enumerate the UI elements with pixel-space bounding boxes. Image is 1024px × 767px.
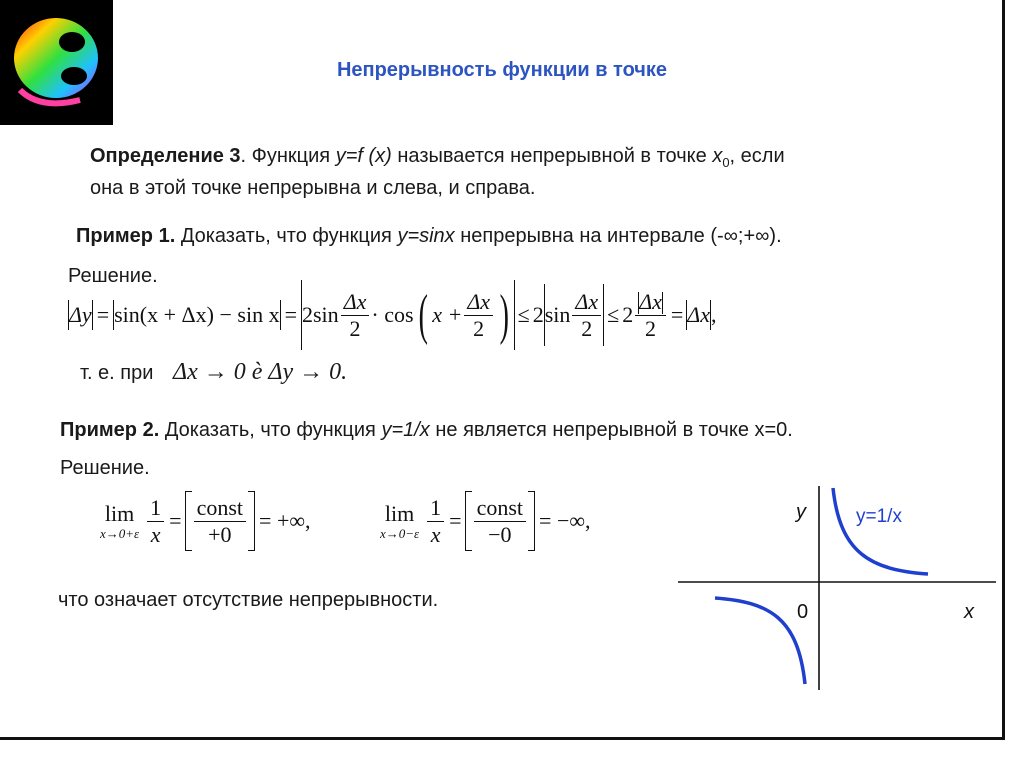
formula-le: ≤ — [517, 302, 530, 327]
limit-left: lim x→0−ε $\frac{1}{x}$ = $\frac{\text{const}}{-0}$ = −∞, — [380, 488, 591, 554]
definition-point: x — [712, 145, 723, 167]
example1-conclusion-math: Δx → 0 è Δy → 0. — [172, 359, 348, 385]
frac-const-plus0: $\frac{\text{const}}{+0}$ — [194, 495, 246, 548]
formula-sin-continuity: Δy = sin(x + Δx) − sin x = 2sin $\frac{\Delta x}{2}$ · cos ( x + $\frac{\Delta x}{2}$ ) ≤ 2 sin $\frac{\Delta x}{2}$ ≤ 2 $\frac{\Delta x}{2}$ = Δx , — [68, 280, 716, 350]
definition-line-1 — [90, 144, 785, 175]
definition-line-2: она в этой точке непрерывна и слева, и справа. — [90, 177, 536, 199]
definition-label: Определение 3 — [90, 145, 241, 167]
curve-label: y=1/x — [856, 506, 902, 527]
example1-label: Пример 1. — [76, 225, 176, 247]
example1-text-b: непрерывна на интервале (-∞;+∞). — [454, 225, 782, 247]
example1-text-a: Доказать, что функция — [175, 225, 398, 247]
origin-label: 0 — [797, 601, 809, 623]
definition-point-sub: 0 — [722, 155, 730, 170]
formula-comma: , — [710, 302, 717, 327]
formula-frac-dx-2b: $\frac{\Delta x}{2}$ — [464, 289, 493, 342]
formula-sin-diff: sin(x + Δx) − sin x — [114, 302, 280, 327]
formula-frac-dx-2c: $\frac{\Delta x}{2}$ — [572, 289, 601, 342]
example2-label: Пример 2. — [60, 419, 160, 441]
y-axis-label: y — [796, 501, 806, 523]
example1-conclusion-text: т. е. при — [80, 362, 154, 384]
example1-solution-label: Решение. — [68, 265, 158, 287]
example1-conclusion — [80, 360, 347, 385]
example1-func: y=sinx — [397, 225, 455, 247]
formula-x-plus: x + — [432, 302, 463, 327]
lim-word-2: lim — [384, 501, 415, 526]
formula-two-sin: 2sin — [302, 302, 339, 327]
curve-positive-branch — [833, 488, 928, 574]
example2-text-b: не является непрерывной в точке x=0. — [429, 419, 793, 441]
formula-two-c: 2 — [622, 302, 634, 327]
formula-delta-y: Δy — [69, 302, 92, 327]
definition-text-b: называется непрерывной в точке — [391, 145, 713, 167]
frac-1-x-2: $\frac{1}{x}$ — [427, 495, 444, 548]
example2-text-a: Доказать, что функция — [159, 419, 382, 441]
lim-word: lim — [104, 501, 135, 526]
formula-two-b: 2 — [532, 302, 544, 327]
formula-cos: · cos — [371, 302, 414, 327]
lim-sub-plus: x→0+ε — [100, 526, 140, 541]
example2-conclusion: что означает отсутствие непрерывности. — [58, 589, 439, 611]
frac-1-x: $\frac{1}{x}$ — [147, 495, 164, 548]
formula-abs-dx: Δx — [687, 302, 710, 327]
lim-sub-minus: x→0−ε — [380, 526, 420, 541]
hyperbola-graph — [670, 478, 1000, 698]
definition-func: y=f (x) — [335, 145, 392, 167]
formula-frac-absdx-2: $\frac{\Delta x}{2}$ — [635, 289, 666, 342]
example1-statement — [76, 224, 782, 248]
formula-le2: ≤ — [607, 302, 620, 327]
slide-title: Непрерывность функции в точке — [336, 59, 668, 81]
formula-eq2: = — [670, 302, 684, 327]
formula-eq: = — [96, 302, 110, 327]
example2-statement — [60, 418, 793, 442]
curve-negative-branch — [715, 598, 805, 684]
formula-sin: sin — [544, 302, 571, 327]
limit-right: lim x→0+ε $\frac{1}{x}$ = $\frac{\text{const}}{+0}$ = +∞, — [100, 488, 311, 554]
example2-solution-label: Решение. — [60, 457, 150, 479]
limit-right-result: = +∞, — [259, 508, 311, 533]
limit-left-result: = −∞, — [539, 508, 591, 533]
x-axis-label: x — [964, 601, 974, 623]
frac-const-minus0: $\frac{\text{const}}{-0}$ — [474, 495, 526, 548]
definition-text-c: , если — [729, 145, 785, 167]
definition-text: . Функция — [240, 145, 336, 167]
example2-func: y=1/x — [381, 419, 430, 441]
formula-frac-dx-2: $\frac{\Delta x}{2}$ — [341, 289, 370, 342]
